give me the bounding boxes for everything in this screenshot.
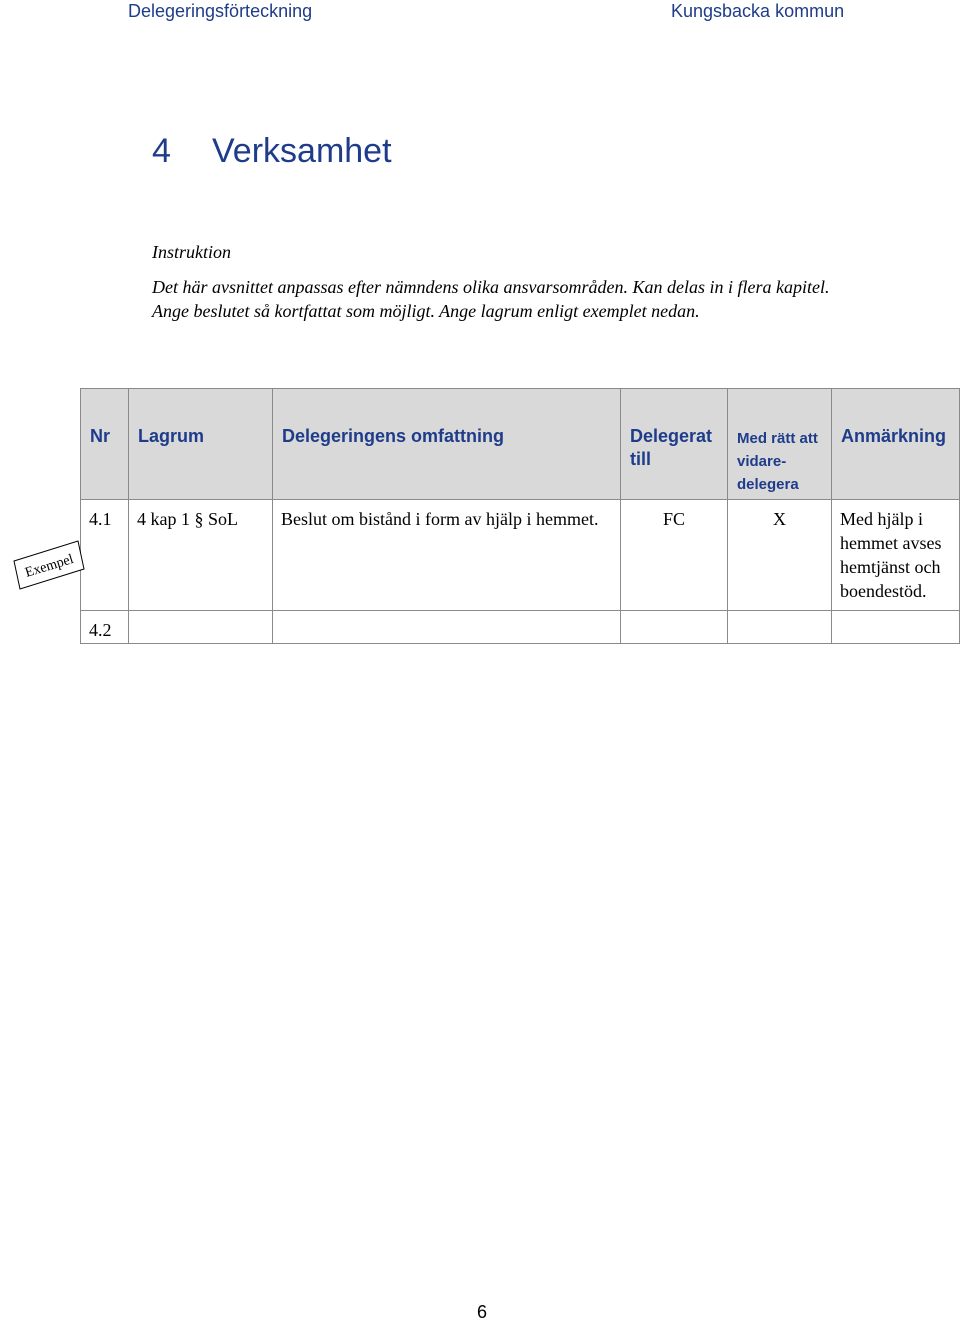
stamp-text: Exempel — [23, 551, 76, 581]
table-row — [81, 500, 960, 611]
running-header-right: Kungsbacka kommun — [671, 1, 845, 21]
cell-vidaredelegera — [728, 611, 832, 644]
cell-omfattning: Beslut om bistånd i form av hjälp i hemmet. — [273, 500, 621, 611]
table-row — [81, 611, 960, 644]
cell-delegerat: FC — [621, 500, 728, 611]
column-header-anmarkning: Anmärkning — [832, 389, 960, 500]
instruction-body: Det här avsnittet anpassas efter nämndens olika ansvarsområden. Kan delas in i flera kapitel. Ange beslutet så kortfattat som möjligt. Ange lagrum enligt exemplet nedan. — [152, 277, 830, 321]
page-number: 6 — [477, 1302, 488, 1322]
delegation-table — [80, 388, 960, 644]
cell-delegerat — [621, 611, 728, 644]
instruction-heading: Instruktion — [152, 242, 231, 262]
cell-omfattning — [273, 611, 621, 644]
cell-anmarkning — [832, 611, 960, 644]
column-header-vidaredelegera: Med rätt att vidare-delegera — [728, 389, 832, 500]
cell-nr: 4.1 — [81, 500, 129, 611]
cell-lagrum: 4 kap 1 § SoL — [129, 500, 273, 611]
table-header-row — [81, 389, 960, 500]
exempel-stamp-icon — [12, 539, 86, 591]
column-header-nr: Nr — [81, 389, 129, 500]
cell-lagrum — [129, 611, 273, 644]
cell-vidaredelegera: X — [728, 500, 832, 611]
column-header-lagrum: Lagrum — [129, 389, 273, 500]
running-header-left: Delegeringsförteckning — [128, 1, 313, 21]
column-header-omfattning: Delegeringens omfattning — [273, 389, 621, 500]
cell-nr: 4.2 — [81, 611, 129, 644]
section-heading — [152, 132, 392, 171]
column-header-delegerat: Delegerat till — [621, 389, 728, 500]
cell-anmarkning: Med hjälp i hemmet avses hemtjänst och boendestöd. — [832, 500, 960, 611]
section-title: Verksamhet — [212, 132, 392, 170]
section-number: 4 — [152, 132, 171, 170]
